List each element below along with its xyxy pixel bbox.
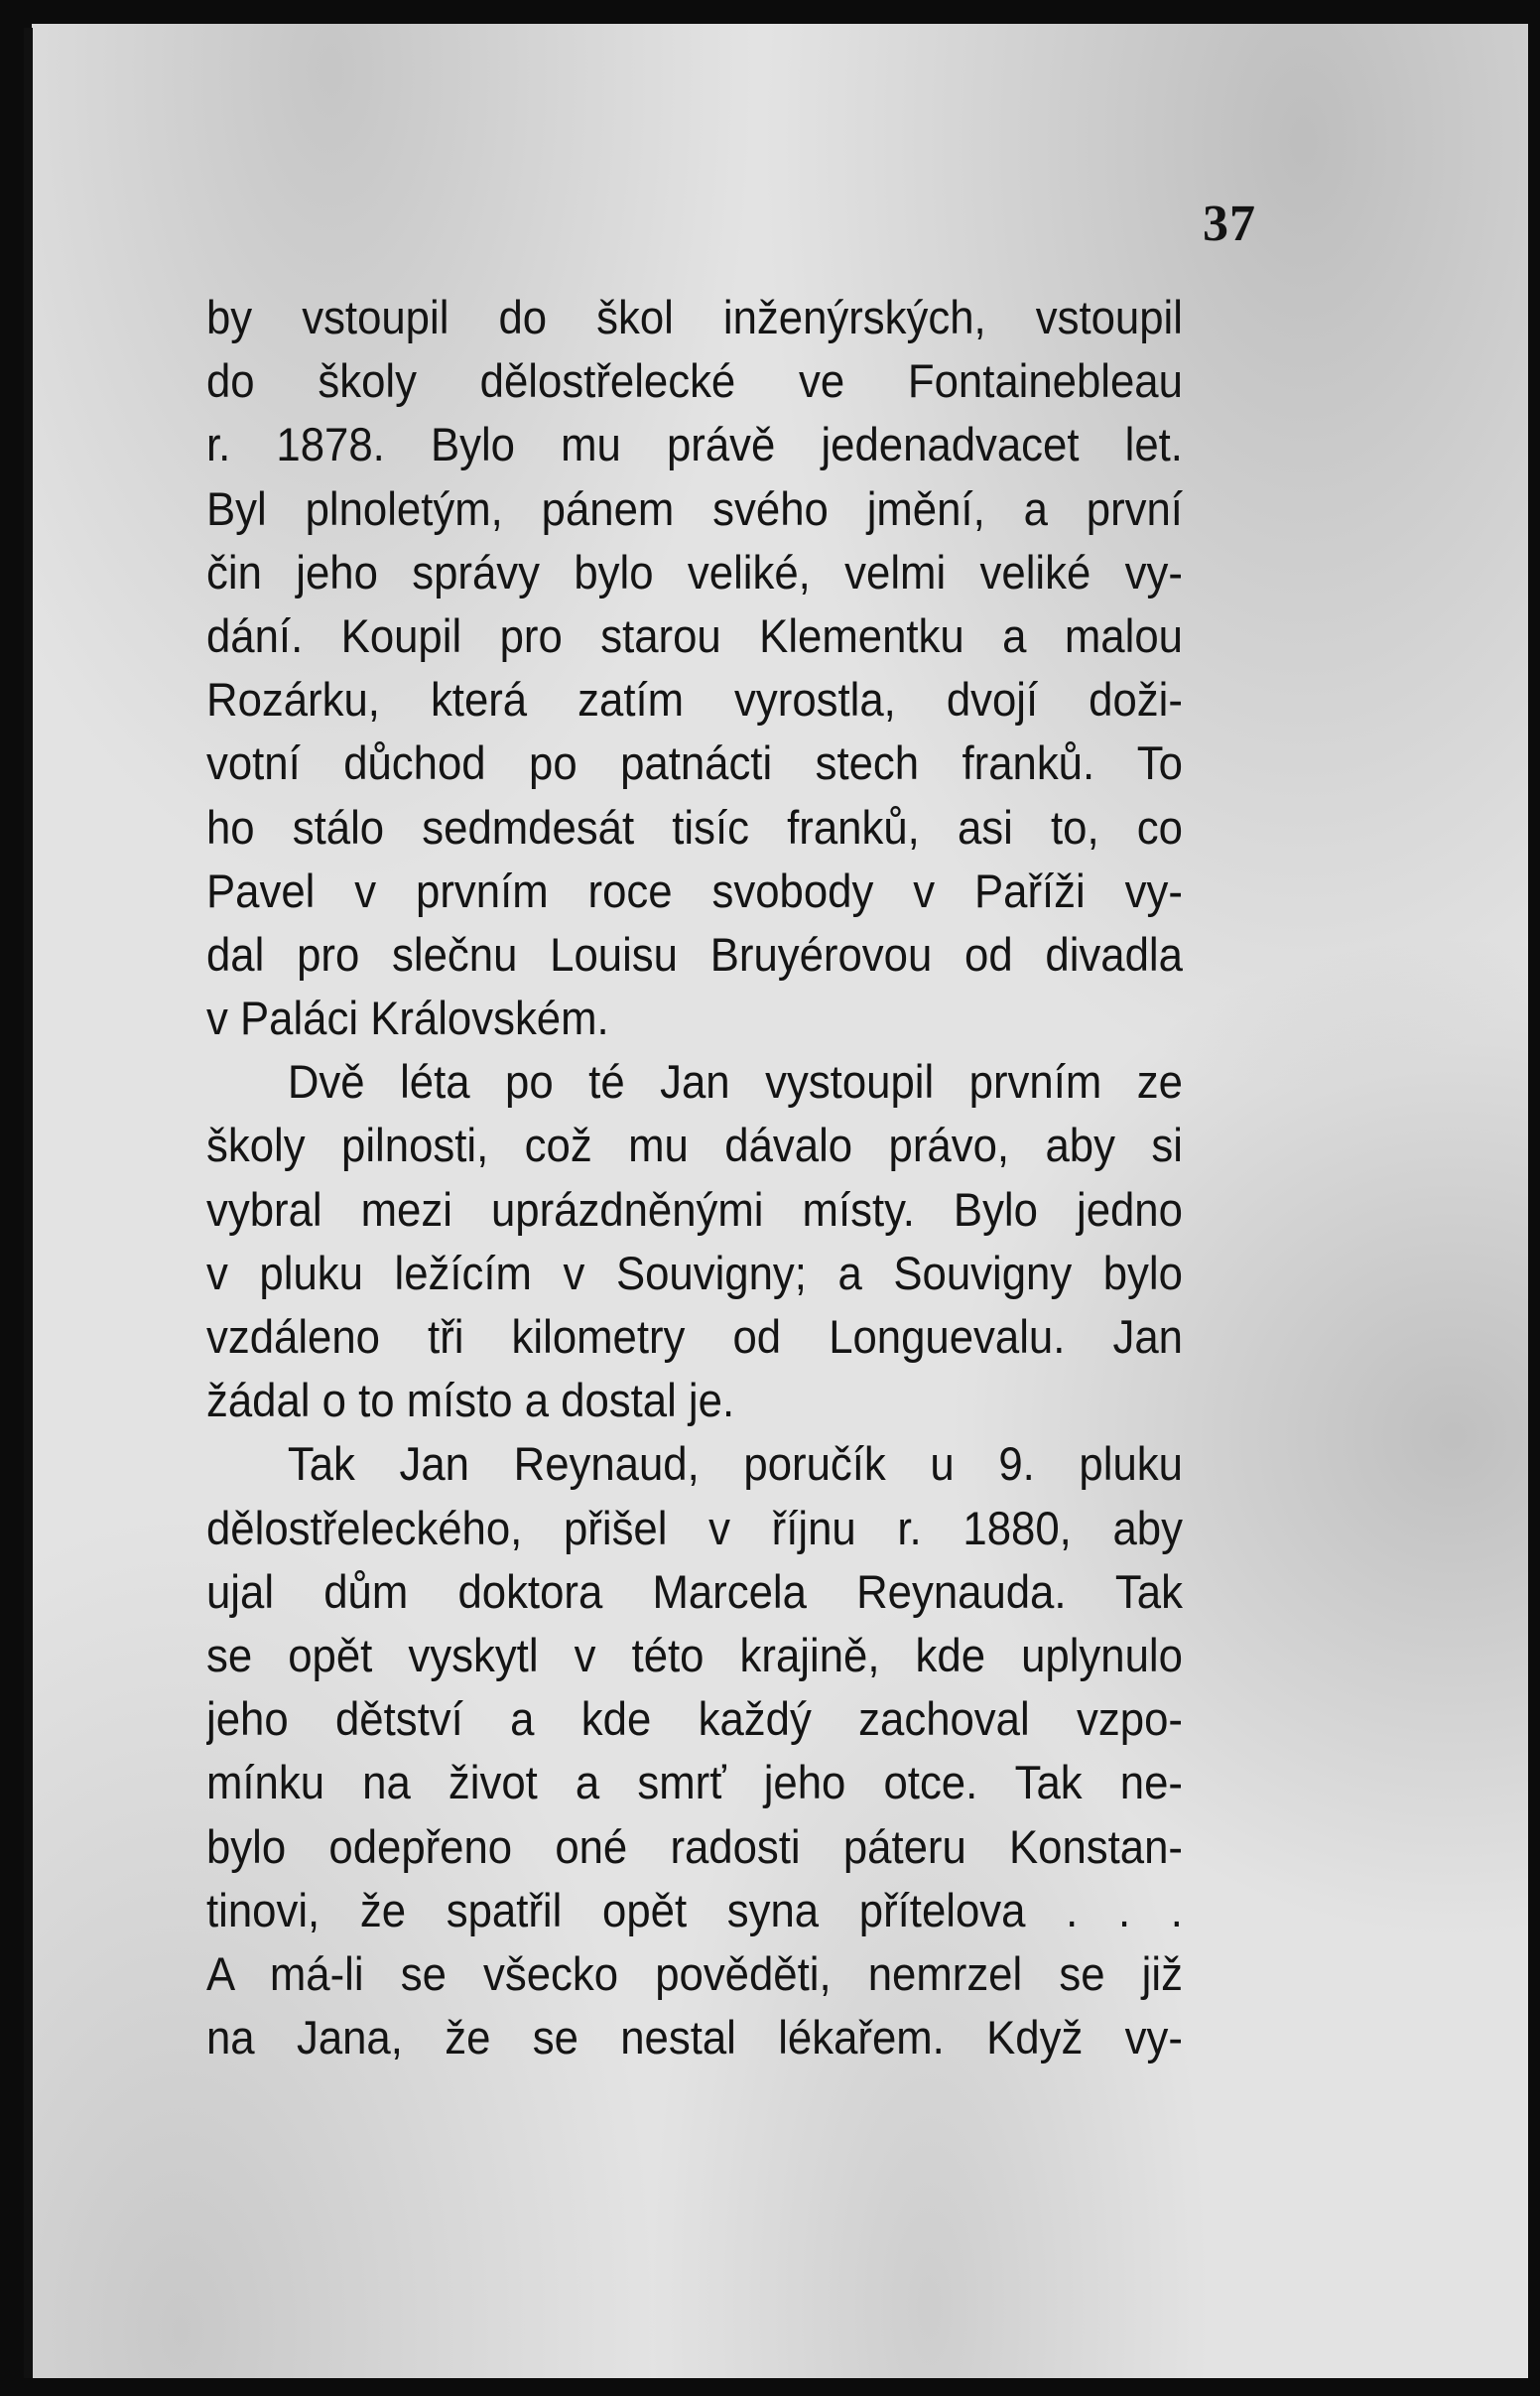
text-line: Byl plnoletým, pánem svého jmění, a první bbox=[206, 481, 1183, 535]
page-binding-edge bbox=[24, 28, 33, 2378]
text-line: Tak Jan Reynaud, poručík u 9. pluku bbox=[287, 1437, 1183, 1491]
body-text bbox=[206, 286, 1183, 2069]
text-line: votní důchod po patnácti stech franků. To bbox=[206, 736, 1183, 790]
text-line: Rozárku, která zatím vyrostla, dvojí doži- bbox=[206, 673, 1183, 727]
text-line: A má-li se všecko pověděti, nemrzel se již bbox=[206, 1946, 1183, 2000]
text-line: Pavel v prvním roce svobody v Paříži vy- bbox=[206, 864, 1183, 917]
text-line: ho stálo sedmdesát tisíc franků, asi to, co bbox=[206, 800, 1183, 854]
text-line: na Jana, že se nestal lékařem. Když vy- bbox=[206, 2011, 1183, 2064]
text-line: by vstoupil do škol inženýrských, vstoupil bbox=[206, 291, 1183, 343]
text-line: dání. Koupil pro starou Klementku a malou bbox=[206, 608, 1183, 662]
text-line: ujal dům doktora Marcela Reynauda. Tak bbox=[206, 1564, 1183, 1618]
text-line: se opět vyskytl v této krajině, kde uplynulo bbox=[206, 1628, 1183, 1681]
text-line: v pluku ležícím v Souvigny; a Souvigny bylo bbox=[206, 1246, 1183, 1299]
text-line: bylo odepřeno oné radosti páteru Konstan- bbox=[206, 1819, 1183, 1873]
text-line: Dvě léta po té Jan vystoupil prvním ze bbox=[287, 1055, 1183, 1109]
text-line: mínku na život a smrť jeho otce. Tak ne- bbox=[206, 1756, 1183, 1809]
text-line: v Paláci Královském. bbox=[206, 992, 609, 1045]
text-line: tinovi, že spatřil opět syna přítelova . . . bbox=[206, 1883, 1183, 1936]
text-line: školy pilnosti, což mu dávalo právo, aby si bbox=[206, 1119, 1183, 1172]
text-line: čin jeho správy bylo veliké, velmi veliké vy- bbox=[206, 545, 1183, 599]
page-number: 37 bbox=[1203, 196, 1256, 252]
text-line: r. 1878. Bylo mu právě jedenadvacet let. bbox=[206, 418, 1183, 471]
text-line: dělostřeleckého, přišel v říjnu r. 1880, aby bbox=[206, 1501, 1183, 1554]
text-line: vybral mezi uprázdněnými místy. Bylo jedno bbox=[206, 1182, 1183, 1236]
text-line: dal pro slečnu Louisu Bruyérovou od divadla bbox=[206, 927, 1183, 981]
text-line: vzdáleno tři kilometry od Longuevalu. Jan bbox=[206, 1310, 1183, 1363]
text-line: žádal o to místo a dostal je. bbox=[206, 1374, 735, 1427]
text-line: jeho dětství a kde každý zachoval vzpo- bbox=[206, 1692, 1183, 1746]
text-line: do školy dělostřelecké ve Fontainebleau bbox=[206, 354, 1183, 408]
